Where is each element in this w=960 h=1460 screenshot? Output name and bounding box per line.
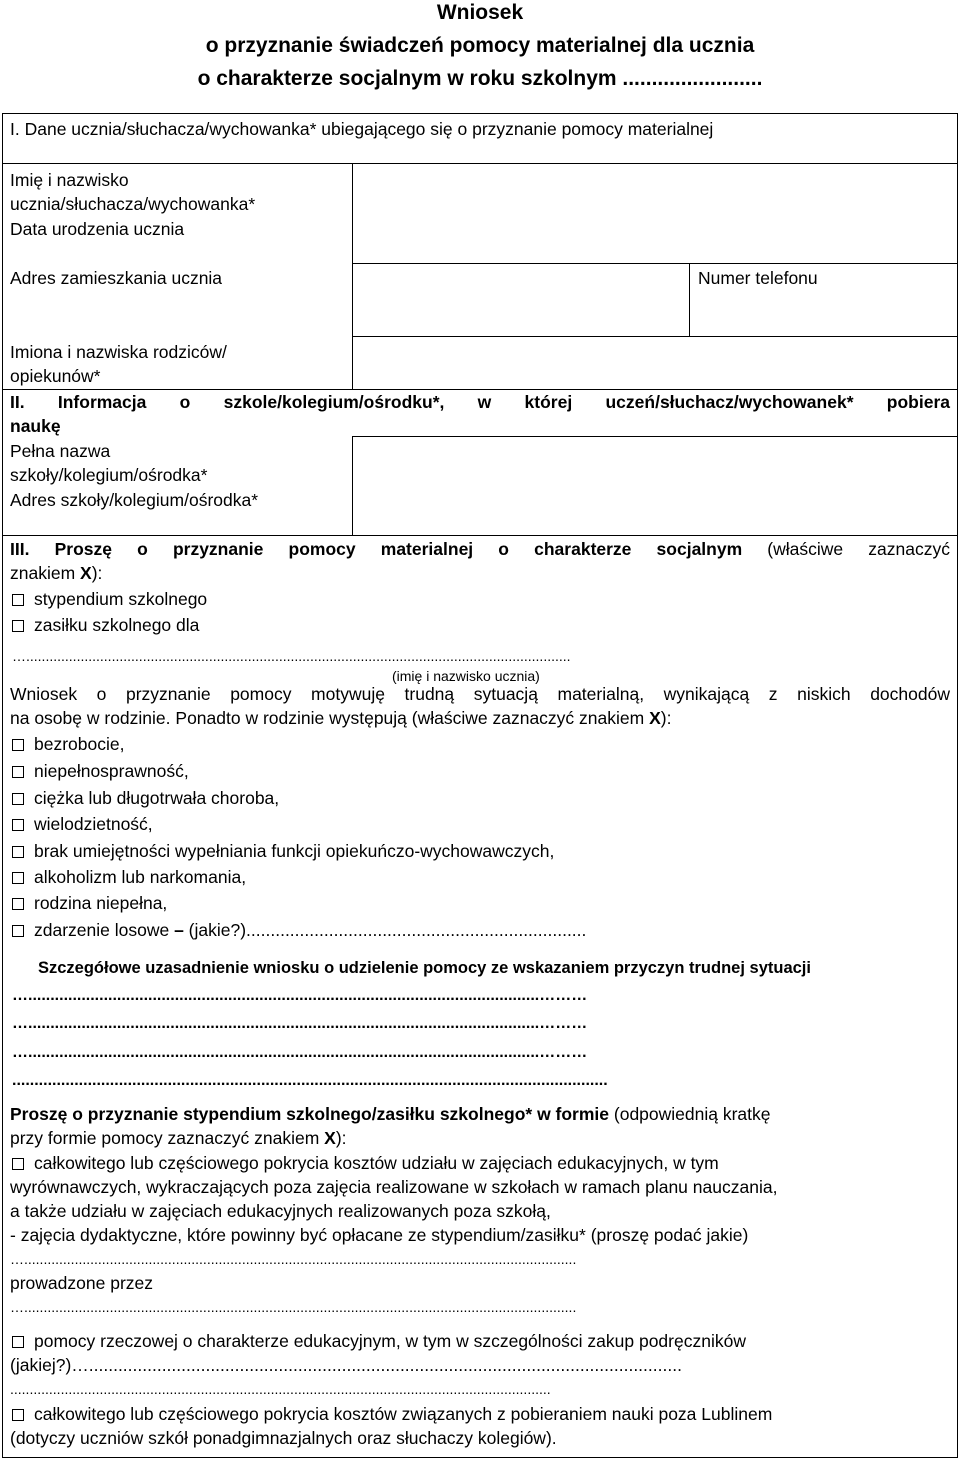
- checkbox-icon[interactable]: [12, 594, 24, 606]
- section4-heading2-pre: przy formie pomocy zaznaczyć znakiem: [10, 1128, 325, 1148]
- divider-school-name: [352, 436, 958, 437]
- divider-section3: [2, 535, 958, 536]
- address-label: Adres zamieszkania ucznia: [10, 268, 223, 288]
- motive-line1: Wniosek o przyznanie pomocy motywuję trudną sytuacją materialną, wynikającą z niskich dochodów: [10, 684, 950, 704]
- section2-heading-line1: II. Informacja o szkole/kolegium/ośrodku*, w której uczeń/słuchacz/wychowanek* pobiera: [10, 392, 950, 412]
- reason-dash: –: [174, 920, 184, 940]
- outside-lublin-line2: (dotyczy uczniów szkół ponadgimnazjalnych oraz słuchaczy kolegiów).: [10, 1428, 557, 1448]
- option-stypendium-label: stypendium szkolnego: [34, 589, 208, 609]
- form-option-material-aid-label: pomocy rzeczowej o charakterze edukacyjnym, w tym w szczególności zakup podręczników: [34, 1331, 746, 1351]
- reason-accident-dots: (jakie?)......................................................................: [183, 920, 587, 940]
- section4-heading-line2: [10, 1126, 347, 1150]
- divider-parents: [352, 336, 958, 337]
- conducted-by-dots-line[interactable]: …..............................................................................................................................................: [10, 1299, 577, 1315]
- reason-item-accident[interactable]: [12, 918, 586, 942]
- checkbox-icon[interactable]: [12, 819, 24, 831]
- section4-heading-rest: (odpowiednią kratkę: [609, 1104, 771, 1124]
- form-option-material-aid[interactable]: [12, 1329, 746, 1353]
- school-name-label: [10, 439, 207, 487]
- checkbox-icon[interactable]: [12, 925, 24, 937]
- form-option-edu-costs[interactable]: [12, 1151, 719, 1175]
- classes-dots-line[interactable]: …..............................................................................................................................................: [10, 1251, 577, 1267]
- justification-line[interactable]: …...................................................................................................................………: [12, 1015, 588, 1032]
- option-zasilek-label: zasiłku szkolnego dla: [34, 615, 200, 635]
- label-column-divider-2: [352, 436, 353, 535]
- reason-item[interactable]: [12, 865, 246, 889]
- checkbox-icon[interactable]: [12, 1336, 24, 1348]
- label-column-divider-1: [352, 163, 353, 390]
- reason-item[interactable]: [12, 891, 167, 915]
- reason-label: bezrobocie,: [34, 734, 125, 754]
- parents-label-line2: opiekunów*: [10, 366, 101, 386]
- form-option-edu-costs-line2: wyrównawczych, wykraczających poza zajęcia realizowane w szkołach w ramach planu nauczania,: [10, 1177, 778, 1197]
- justification-line[interactable]: …...................................................................................................................………: [12, 1044, 588, 1061]
- section1-heading: I. Dane ucznia/słuchacza/wychowanka* ubiegającego się o przyznanie pomocy materialnej: [10, 119, 714, 139]
- school-name-label-line2: szkoły/kolegium/ośrodka*: [10, 465, 208, 485]
- reason-label: zdarzenie losowe: [34, 920, 175, 940]
- reason-label: alkoholizm lub narkomania,: [34, 867, 247, 887]
- reason-item[interactable]: [12, 812, 153, 836]
- section3-heading-bold: III. Proszę o przyznanie pomocy materialnej o charakterze socjalnym: [10, 539, 743, 559]
- checkbox-icon[interactable]: [12, 1158, 24, 1170]
- checkbox-icon[interactable]: [12, 872, 24, 884]
- section4-heading-line1: [10, 1102, 771, 1126]
- x-mark: X: [324, 1128, 336, 1148]
- birth-date-label: Data urodzenia ucznia: [10, 219, 185, 239]
- checkbox-icon[interactable]: [12, 898, 24, 910]
- conducted-by-label: prowadzone przez: [10, 1273, 153, 1293]
- material-aid-line2[interactable]: (jakiej?)…..........................................................................................................................: [10, 1355, 682, 1375]
- heading2-pre: znakiem: [10, 563, 81, 583]
- name-label-line1: Imię i nazwisko: [10, 170, 129, 190]
- reason-label: wielodzietność,: [34, 814, 153, 834]
- form-option-outside-lublin[interactable]: [12, 1402, 772, 1426]
- x-mark: X: [649, 708, 661, 728]
- option-stypendium[interactable]: [12, 587, 207, 611]
- parents-label-line1: Imiona i nazwiska rodziców/: [10, 342, 227, 362]
- motive-line2-b: Ponadto w rodzinie występują (właściwe zaznaczyć znakiem: [175, 708, 650, 728]
- checkbox-icon[interactable]: [12, 846, 24, 858]
- school-name-label-line1: Pełna nazwa: [10, 441, 111, 461]
- option-zasilek[interactable]: [12, 613, 199, 637]
- divider-address: [352, 263, 958, 264]
- name-label: [10, 168, 255, 216]
- section3-heading-rest: (właściwe zaznaczyć: [742, 539, 950, 559]
- reason-label: ciężka lub długotrwała choroba,: [34, 788, 280, 808]
- phone-label: Numer telefonu: [698, 268, 818, 288]
- section4-heading-bold: Proszę o przyznanie stypendium szkolnego/zasiłku szkolnego* w formie: [10, 1104, 610, 1124]
- reason-item[interactable]: [12, 732, 124, 756]
- reason-item[interactable]: [12, 759, 189, 783]
- reason-label: brak umiejętności wypełniania funkcji opiekuńczo-wychowawczych,: [34, 841, 555, 861]
- document-subtitle-1: o przyznanie świadczeń pomocy materialnej dla ucznia: [205, 34, 755, 57]
- form-option-outside-lublin-label: całkowitego lub częściowego pokrycia kosztów związanych z pobieraniem nauki poza Lublinem: [34, 1404, 773, 1424]
- parents-label: [10, 340, 227, 388]
- justification-heading: Szczegółowe uzasadnienie wniosku o udzielenie pomocy ze wskazaniem przyczyn trudnej sytuacji: [38, 959, 811, 977]
- student-name-hint: (imię i nazwisko ucznia): [392, 668, 540, 684]
- checkbox-icon[interactable]: [12, 1409, 24, 1421]
- phone-column-divider: [689, 263, 690, 336]
- section2-heading-line2: naukę: [10, 416, 61, 436]
- form-option-edu-costs-line3: a także udziału w zajęciach edukacyjnych realizowanych poza szkołą,: [10, 1201, 551, 1221]
- checkbox-icon[interactable]: [12, 739, 24, 751]
- section3-heading-line2: [10, 561, 102, 585]
- section4-heading2-post: ):: [335, 1128, 347, 1148]
- x-mark: X: [80, 563, 92, 583]
- document-subtitle-2: o charakterze socjalnym w roku szkolnym ........................: [197, 67, 763, 90]
- reason-label: niepełnosprawność,: [34, 761, 189, 781]
- reason-item[interactable]: [12, 786, 279, 810]
- reason-item[interactable]: [12, 839, 554, 863]
- reason-label: rodzina niepełna,: [34, 893, 168, 913]
- checkbox-icon[interactable]: [12, 793, 24, 805]
- motive-line2-a: na osobę w rodzinie.: [10, 708, 176, 728]
- checkbox-icon[interactable]: [12, 620, 24, 632]
- student-name-dots[interactable]: …............................................................................................................................................: [12, 648, 571, 664]
- section3-heading-line1: [10, 537, 950, 561]
- school-address-label: Adres szkoły/kolegium/ośrodka*: [10, 490, 259, 510]
- checkbox-icon[interactable]: [12, 766, 24, 778]
- document-title: Wniosek: [436, 1, 524, 24]
- form-option-edu-costs-label: całkowitego lub częściowego pokrycia kosztów udziału w zajęciach edukacyjnych, w tym: [34, 1153, 719, 1173]
- motive-line2-c: ):: [660, 708, 672, 728]
- motive-line2: [10, 706, 671, 730]
- heading2-post: ):: [91, 563, 103, 583]
- justification-line[interactable]: ......................................................................................................................................: [12, 1072, 608, 1089]
- divider-section1: [2, 163, 958, 164]
- justification-line[interactable]: …...................................................................................................................………: [12, 987, 588, 1004]
- name-label-line2: ucznia/słuchacza/wychowanka*: [10, 194, 256, 214]
- material-aid-dots-line[interactable]: ...........................................................................................................................................: [10, 1381, 551, 1397]
- form-option-edu-costs-line4: - zajęcia dydaktyczne, które powinny być opłacane ze stypendium/zasiłku* (proszę podać jakie): [10, 1225, 749, 1245]
